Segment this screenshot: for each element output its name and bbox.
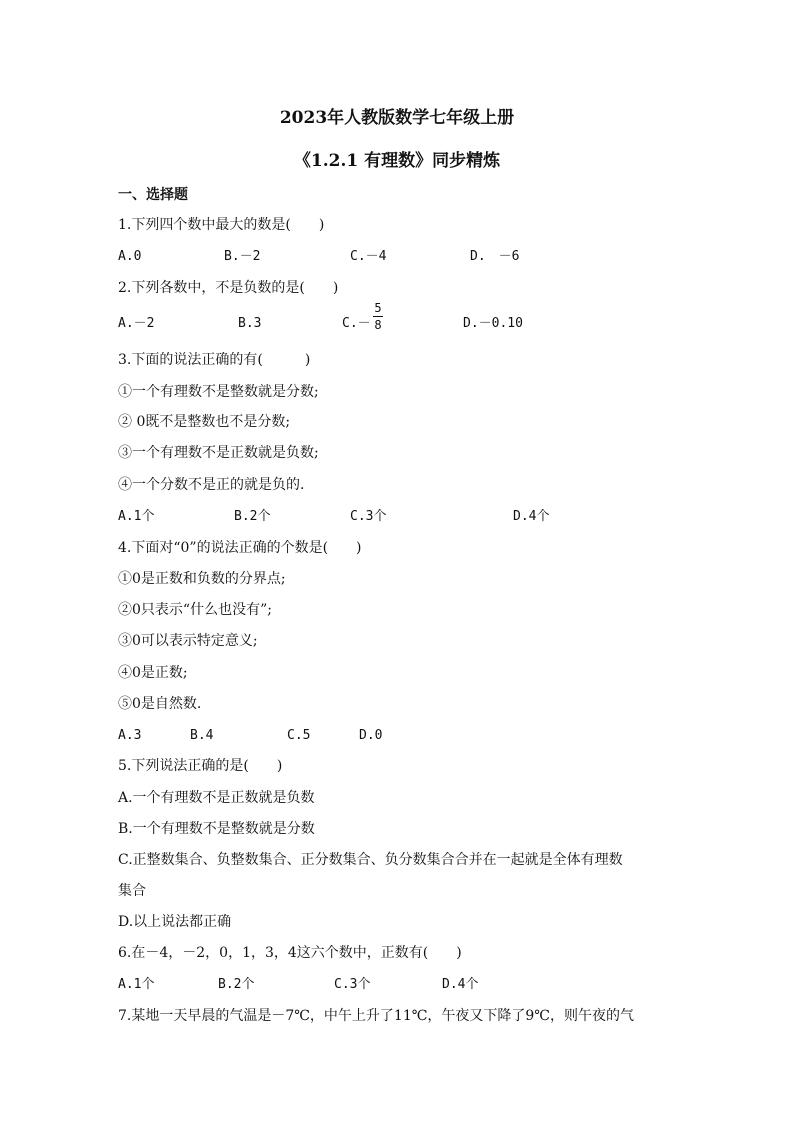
q1-option-d: D. －6 [470,249,520,264]
document-title: 2023年人教版数学七年级上册 [279,108,515,128]
q3-option-c: C.3个 [350,509,387,524]
question-5-stem: 5.下列说法正确的是( ) [118,758,283,774]
q4-item-4: ④0是正数; [118,665,188,681]
document-subtitle: 《1.2.1 有理数》同步精炼 [293,151,501,171]
fraction-numerator: 5 [374,301,382,315]
q1-option-b: B.－2 [224,249,261,264]
q5-option-c-continued: 集合 [118,883,146,899]
q4-option-b: B.4 [190,728,214,743]
q2-option-b: B.3 [238,316,262,331]
fraction-denominator: 8 [374,318,382,332]
q5-option-c: C.正整数集合、负整数集合、正分数集合、负分数集合合并在一起就是全体有理数 [118,852,623,868]
q5-option-b: B.一个有理数不是整数就是分数 [118,821,315,837]
section-heading: 一、选择题 [118,187,188,203]
q4-option-c: C.5 [287,728,311,743]
question-1-stem: 1.下列四个数中最大的数是( ) [118,217,325,233]
q2-option-d: D.－0.10 [463,316,523,331]
q5-option-a: A.一个有理数不是正数就是负数 [118,790,315,806]
q3-option-b: B.2个 [234,509,271,524]
q4-option-a: A.3 [118,728,142,743]
q2-option-c-fraction [373,301,383,332]
q3-item-1: ①一个有理数不是整数就是分数; [118,384,319,400]
q3-option-d: D.4个 [513,509,550,524]
q2-option-a: A.－2 [118,316,155,331]
q1-option-a: A.0 [118,249,142,264]
question-3-stem: 3.下面的说法正确的有( ) [118,352,311,368]
q3-item-4: ④一个分数不是正的就是负的. [118,477,305,493]
q3-item-3: ③一个有理数不是正数就是负数; [118,445,319,461]
q4-item-5: ⑤0是自然数. [118,696,202,712]
q6-option-a: A.1个 [118,977,155,992]
q6-option-b: B.2个 [218,977,255,992]
q3-option-a: A.1个 [118,509,155,524]
q1-option-c: C.－4 [350,249,387,264]
q6-option-c: C.3个 [334,977,371,992]
fraction-bar [373,316,383,317]
q2-option-c: C.－ [342,316,371,331]
question-4-stem: 4.下面对“0”的说法正确的个数是( ) [118,540,362,556]
q4-option-d: D.0 [359,728,383,743]
question-7-stem: 7.某地一天早晨的气温是－7℃，中午上升了11℃，午夜又下降了9℃，则午夜的气 [118,1008,634,1024]
q6-option-d: D.4个 [442,977,479,992]
q3-item-2: ② 0既不是整数也不是分数; [118,414,291,430]
q4-item-3: ③0可以表示特定意义; [118,633,258,649]
q4-item-2: ②0只表示“什么也没有”; [118,602,272,618]
q5-option-d: D.以上说法都正确 [118,914,232,930]
question-6-stem: 6.在－4，－2，0，1，3，4这六个数中，正数有( ) [118,945,462,961]
q4-item-1: ①0是正数和负数的分界点; [118,571,286,587]
question-2-stem: 2.下列各数中，不是负数的是( ) [118,280,339,296]
